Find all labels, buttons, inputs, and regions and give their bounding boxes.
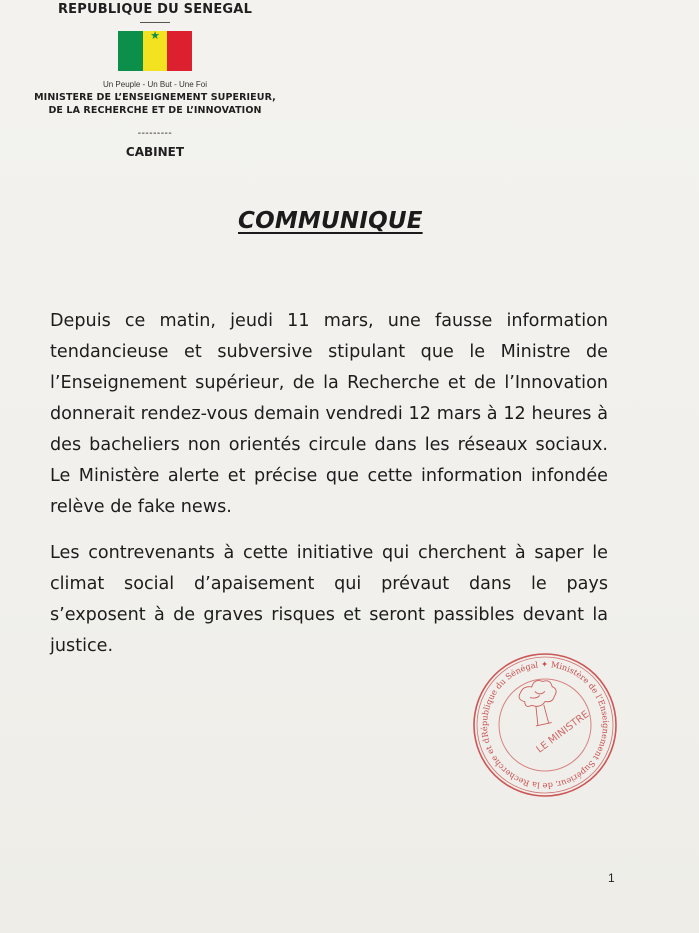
header-rule [140,22,170,23]
flag-green-band [118,31,143,71]
republic-title: REPUBLIQUE DU SENEGAL [57,2,253,17]
stamp-center-text: LE MINISTRE [534,708,592,756]
national-motto: Un Peuple - Un But - Une Foi [102,80,208,89]
stamp-outer-text: République du Sénégal ✦ Ministère de l’Enseignement Supérieur, de la Recherche et de [478,658,612,792]
ministry-name [30,91,280,117]
svg-text:République du Sénégal ✦ Minist [470,650,620,800]
letterhead [30,0,280,159]
senegal-flag-icon [118,31,192,71]
flag-red-band [167,31,192,71]
flag-star-icon: ★ [150,30,160,42]
official-stamp-icon [470,650,620,800]
ministry-name-line-2: DE LA RECHERCHE ET DE L’INNOVATION [48,105,262,116]
document-title: COMMUNIQUE [238,208,423,234]
header-separator: --------- [137,128,173,139]
paragraph-2: Les contrevenants à cette initiative qui cherchent à saper le climat social d’apaisement qui prévaut dans le pays s’exposent à de graves risques et seront passibles devant la justice. [50,543,608,656]
cabinet-label: CABINET [125,145,185,159]
ministry-name-line-1: MINISTERE DE L’ENSEIGNEMENT SUPERIEUR, [34,92,276,103]
flag-yellow-band [143,31,168,71]
paragraph-1: Depuis ce matin, jeudi 11 mars, une fausse information tendancieuse et subversive stipulant que le Ministre de l’Enseignement supérieur, de la Recherche et de l’Innovation donnerait rendez-vous demain vendredi 12 mars à 12 heures à des bacheliers non orientés circule dans les réseaux sociaux. Le Ministère alerte et précise que cette information infondée relève de fake news. [50,311,608,517]
page-number: 1 [608,871,615,885]
